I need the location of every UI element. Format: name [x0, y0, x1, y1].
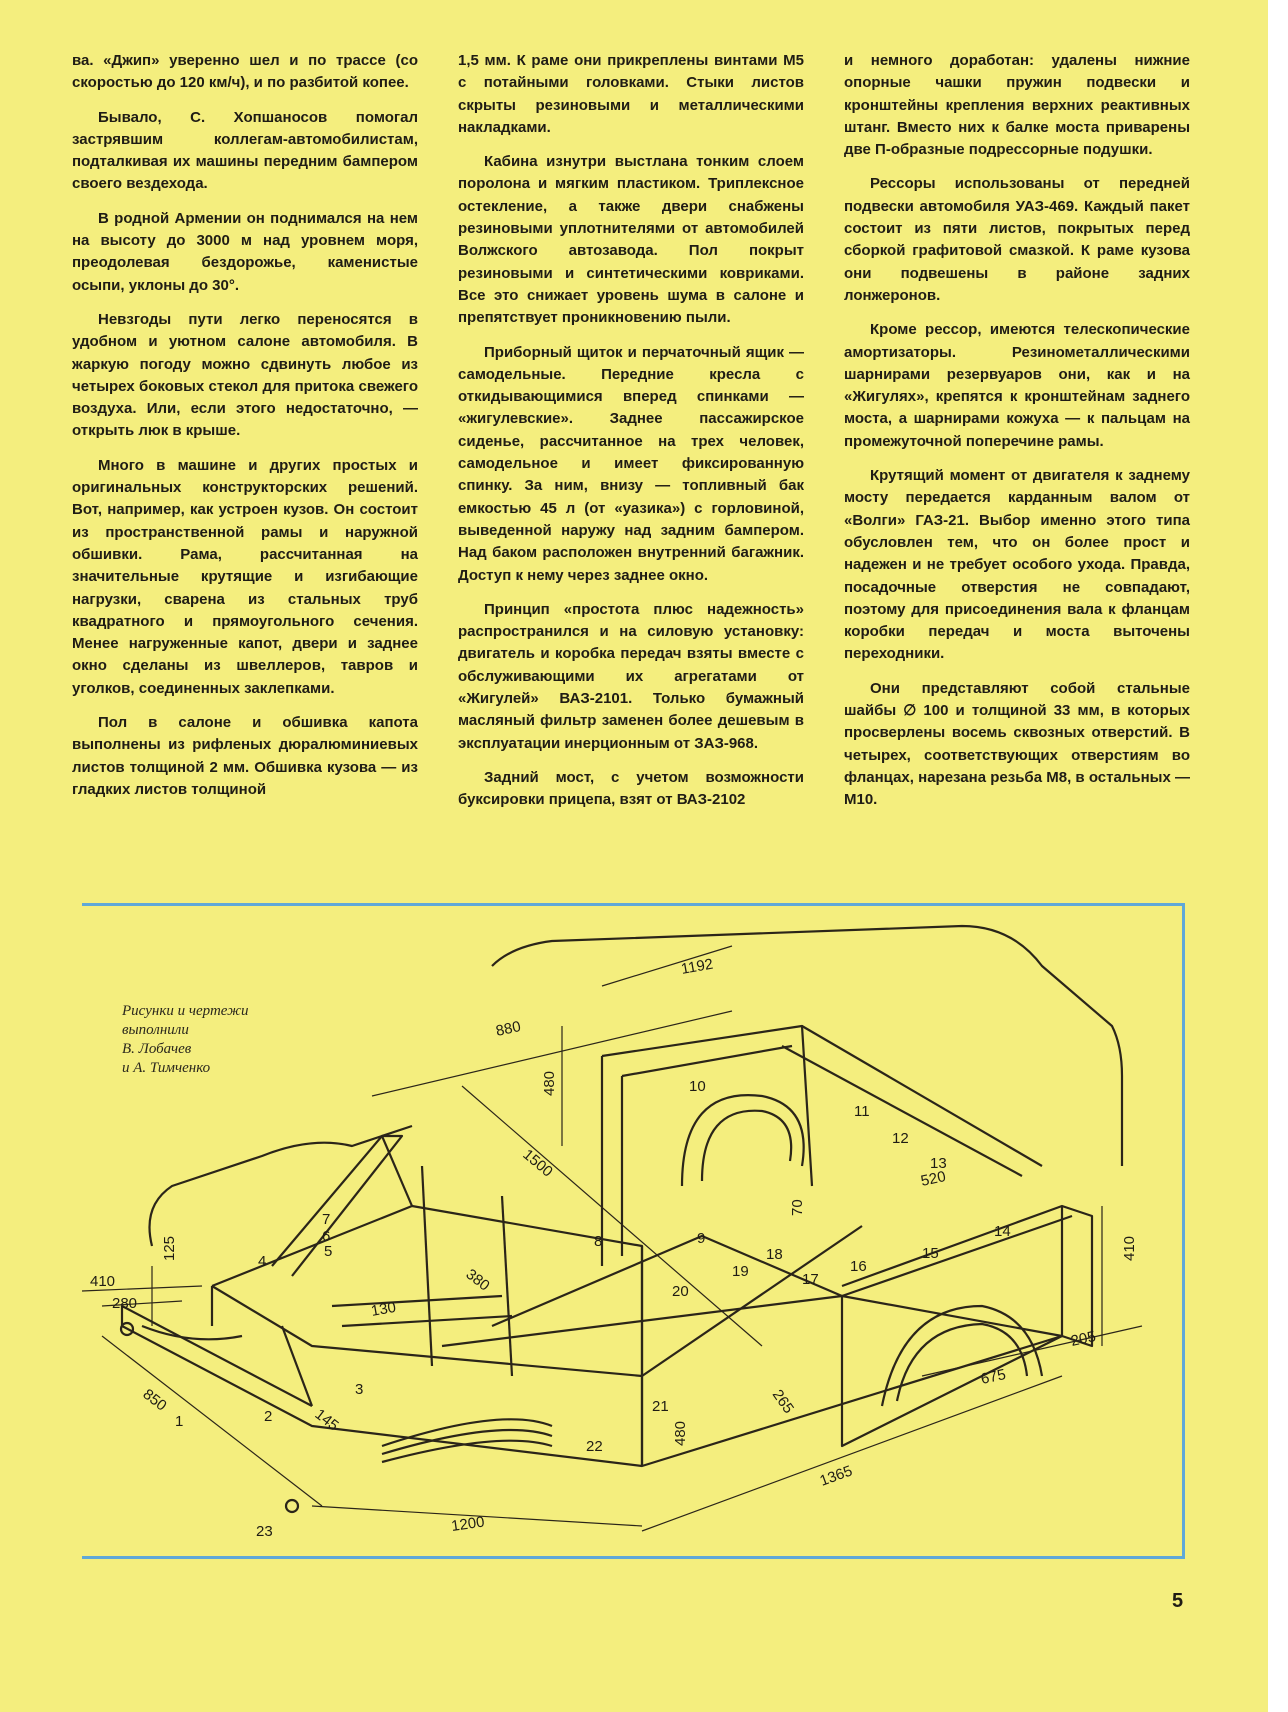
part-label-5: 5: [324, 1243, 333, 1260]
paragraph: Бывало, С. Хопшаносов помогал застрявшим коллегам-автомобилистам, подталкивая их машины передним бампером своего вездехода.: [72, 108, 418, 193]
paragraph: Рессоры использованы от передней подвески автомобиля УАЗ-469. Каждый пакет состоит из пяти листов, покрытых перед сборкой графитовой смазкой. К раме кузова они подвешены в районе задних лонжеронов.: [844, 175, 1190, 304]
dim-520: 520: [919, 1168, 948, 1190]
paragraph: Принцип «простота плюс надежность» распространился и на силовую установку: двигатель и коробка передач взяты вместе с обслуживающими их агрегатами от «Жигулей» ВАЗ-2101. Только бумажный масляный фильтр заменен более дешевым в эксплуатации инерционным от ЗАЗ-968.: [458, 600, 804, 752]
part-label-16: 16: [850, 1258, 867, 1275]
caption-line: и А. Тимченко: [122, 1060, 211, 1076]
caption-line: Рисунки и чертежи: [122, 1003, 249, 1019]
part-label-12: 12: [892, 1130, 909, 1147]
part-label-3: 3: [355, 1381, 364, 1398]
part-label-10: 10: [689, 1078, 706, 1095]
part-label-1: 1: [175, 1413, 184, 1430]
dim-380: 380: [462, 1265, 493, 1295]
dim-145: 145: [311, 1405, 342, 1435]
part-label-9: 9: [697, 1230, 706, 1247]
paragraph: и немного доработан: удалены нижние опорные чашки пружин подвески и кронштейны крепления верхних реактивных штанг. Вместо них к балке моста приварены две П-образные подрессорные подушки.: [844, 52, 1190, 159]
paragraph: Много в машине и других простых и оригинальных конструкторских решений. Вот, например, как устроен кузов. Он состоит из пространственной рамы и наружной обшивки. Рама, рассчитанная на значительные крутящие и изгибающие нагрузки, сварена из стальных труб квадратного и прямоугольного сечения. Менее нагруженные капот, двери и заднее окно сделаны из швеллеров, тавров и уголков, соединенных заклепками.: [72, 456, 418, 697]
dimension-lines: [82, 946, 1142, 1531]
paragraph: Невзгоды пути легко переносятся в удобном и уютном салоне автомобиля. В жаркую погоду можно сдвинуть любое из четырех боковых стекол для притока свежего воздуха. Или, если этого недостаточно, — открыть люк в крыше.: [72, 310, 418, 440]
part-label-20: 20: [672, 1283, 689, 1300]
part-label-2: 2: [264, 1408, 273, 1425]
dim-480-lower: 480: [672, 1420, 689, 1446]
part-label-19: 19: [732, 1263, 749, 1280]
dim-480-upper: 480: [541, 1070, 558, 1096]
part-label-21: 21: [652, 1398, 669, 1415]
paragraph: Пол в салоне и обшивка капота выполнены из рифленых дюралюминиевых листов толщиной 2 мм. Обшивка кузова — из гладких листов толщиной: [72, 714, 418, 798]
roof-outline: [492, 926, 1122, 1166]
paragraph: Кроме рессор, имеются телескопические амортизаторы. Резинометаллическими шарнирами резервуаров они, как и на «Жигулях», крепятся к кронштейнам заднего моста, а шарнирами кожуха — к пальцам на промежуточной поперечине рамы.: [844, 321, 1190, 450]
page-number: 5: [1172, 1590, 1184, 1612]
part-label-18: 18: [766, 1246, 783, 1263]
paragraph: Крутящий момент от двигателя к заднему мосту передается карданным валом от «Волги» ГАЗ-21. Выбор именно этого типа обусловлен тем, что он более прост и надежен и не требует особого ухода. Правда, посадочные отверстия не совпадают, поэтому для присоединения вала к фланцам коробки передач и моста выточены переходники.: [844, 467, 1190, 663]
paragraph: Кабина изнутри выстлана тонким слоем поролона и мягким пластиком. Триплексное остекление, а также двери снабжены резиновыми уплотнителями от автомобилей Волжского автозавода. Пол покрыт резиновыми и синтетическими ковриками. Все это снижает уровень шума в салоне и препятствует проникновению пыли.: [458, 153, 804, 327]
dim-880: 880: [494, 1018, 523, 1040]
dim-1192: 1192: [679, 955, 715, 978]
dim-205: 205: [1069, 1328, 1098, 1350]
frame-drawing-figure: [82, 903, 1185, 1559]
dim-125: 125: [161, 1235, 178, 1261]
part-label-17: 17: [802, 1271, 819, 1288]
part-label-11: 11: [854, 1103, 870, 1120]
paragraph: ва. «Джип» уверенно шел и по трассе (со скоростью до 120 км/ч), и по разбитой копее.: [72, 52, 418, 92]
paragraph: Задний мост, с учетом возможности буксировки прицепа, взят от ВАЗ-2102: [458, 768, 804, 809]
part-label-22: 22: [586, 1438, 603, 1455]
hood-outline: [150, 1126, 413, 1246]
dim-1500: 1500: [519, 1146, 556, 1181]
part-label-23: 23: [256, 1523, 273, 1540]
paragraph: Приборный щиток и перчаточный ящик — самодельные. Передние кресла с откидывающимися вперед спинками — «жигулевские». Заднее пассажирское сиденье, рассчитанное на трех человек, самодельное и имеет фиксированную спинку. За ним, внизу — топливный бак емкостью 45 л (от «уазика») с горловиной, выведенной наружу над задним бампером. Над баком расположен внутренний багажник. Доступ к нему через заднее окно.: [458, 343, 804, 584]
caption-line: В. Лобачев: [122, 1041, 192, 1057]
dim-1365: 1365: [817, 1462, 855, 1490]
paragraph: В родной Армении он поднимался на нем на высоту до 3000 м над уровнем моря, преодолевая бездорожье, каменистые осыпи, уклоны до 30°.: [72, 209, 418, 294]
dim-130: 130: [369, 1298, 398, 1320]
frame-illustration: [82, 906, 1182, 1556]
part-label-14: 14: [994, 1223, 1011, 1240]
part-label-7: 7: [322, 1211, 331, 1228]
dim-410-front: 410: [90, 1273, 116, 1290]
paragraph: Они представляют собой стальные шайбы ∅ 100 и толщиной 33 мм, в которых просверлены восемь сквозных отверстий. В четырех, соответствующих отверстиям во фланцах, нарезана резьба М8, в остальных — М10.: [844, 679, 1190, 809]
part-label-8: 8: [594, 1233, 603, 1250]
caption-line: выполнили: [122, 1022, 189, 1038]
dim-265: 265: [768, 1386, 798, 1417]
text-column-2: [458, 50, 804, 824]
dim-1200: 1200: [450, 1513, 486, 1535]
dim-675: 675: [979, 1366, 1008, 1388]
dim-70: 70: [789, 1199, 806, 1216]
paragraph: 1,5 мм. К раме они прикреплены винтами М5 с потайными головками. Стыки листов скрыты резиновыми и металлическими накладками.: [458, 52, 804, 136]
part-labels: [175, 1078, 1011, 1540]
part-label-6: 6: [322, 1228, 331, 1245]
part-label-4: 4: [258, 1253, 267, 1270]
text-column-3: [844, 50, 1190, 824]
dim-850: 850: [139, 1385, 170, 1415]
dim-280: 280: [112, 1295, 138, 1312]
dim-410-rear: 410: [1121, 1235, 1138, 1261]
part-label-13: 13: [930, 1155, 947, 1172]
text-column-1: [72, 50, 418, 813]
part-label-15: 15: [922, 1245, 939, 1262]
